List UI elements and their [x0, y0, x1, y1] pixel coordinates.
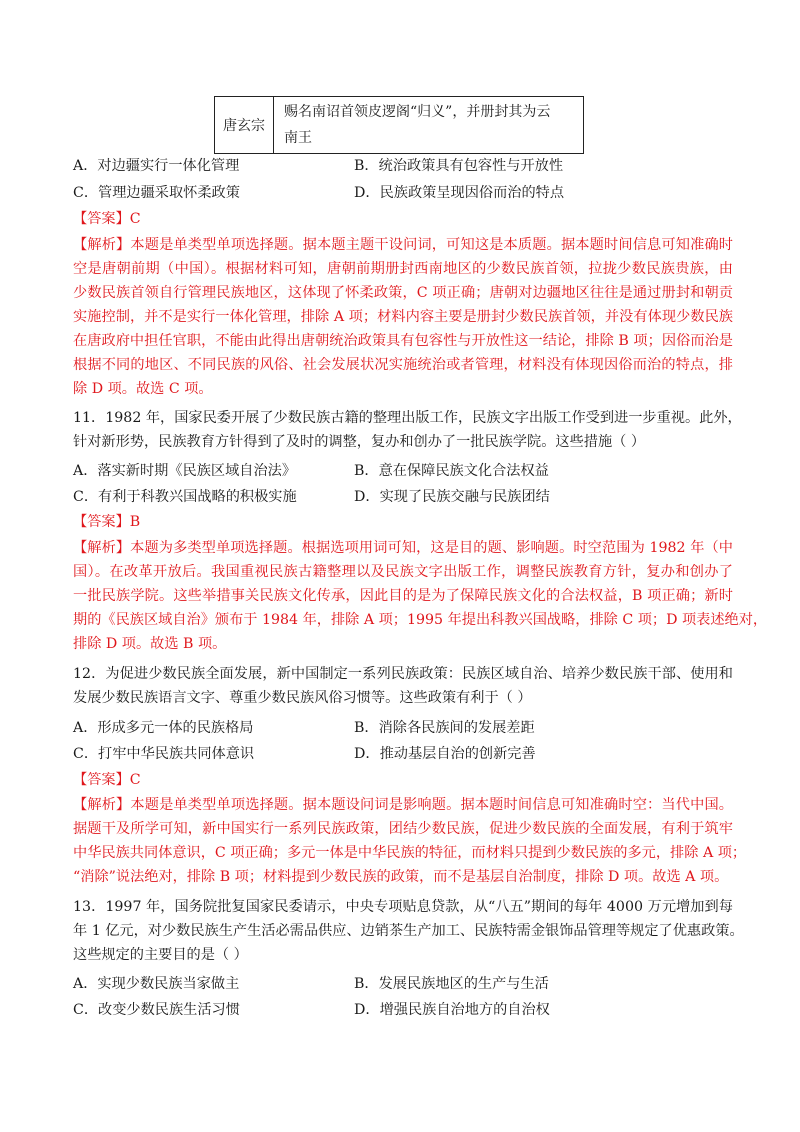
table-event-line: 赐名南诏首领皮逻阁“归义”，并册封其为云 [284, 104, 551, 120]
stem-line: 这些规定的主要目的是（ ） [73, 947, 248, 963]
analysis-line: 实施控制，并不是实行一体化管理，排除 A 项；材料内容主要是册封少数民族首领，并没有体现少数民族 [73, 309, 733, 325]
q10-analysis [73, 233, 733, 401]
q13-option-c: C．改变少数民族生活习惯 [73, 1002, 240, 1018]
analysis-line: 一批民族学院。这些举措事关民族文化传承，因此目的是为了保障民族文化的合法权益，B 项正确；新时 [73, 588, 733, 604]
table-cell-event [274, 97, 584, 154]
q12-stem [73, 662, 733, 710]
analysis-line: 【解析】本题为多类型单项选择题。根据选项用词可知，这是目的题、影响题。时空范围为 1982 年（中 [73, 540, 733, 556]
q11-analysis [73, 536, 768, 656]
analysis-line: 少数民族首领自行管理民族地区，这体现了怀柔政策，C 项正确；唐朝对边疆地区往往是通过册封和朝贡 [73, 285, 733, 301]
q11-option-c: C．有利于科教兴国战略的积极实施 [73, 489, 297, 505]
q13-option-a: A．实现少数民族当家做主 [73, 976, 240, 992]
analysis-line: 【解析】本题是单类型单项选择题。据本题主题干设问词，可知这是本质题。据本题时间信息可知准确时 [73, 237, 733, 253]
stem-line: 针对新形势，民族教育方针得到了及时的调整，复办和创办了一批民族学院。这些措施（ ） [73, 434, 646, 450]
analysis-line: 根据不同的地区、不同民族的风俗、社会发展状况实施统治或者管理，材料没有体现因俗而治的特点，排 [73, 357, 733, 373]
q12-option-d: D．推动基层自治的创新完善 [354, 746, 536, 762]
q12-option-b: B．消除各民族间的发展差距 [354, 720, 535, 736]
q11-option-d: D．实现了民族交融与民族团结 [354, 489, 550, 505]
table-cell-emperor: 唐玄宗 [215, 97, 274, 154]
analysis-line: 【解析】本题是单类型单项选择题。据本题设问词是影响题。据本题时间信息可知准确时空：当代中国。 [73, 797, 733, 813]
q12-option-a: A．形成多元一体的民族格局 [73, 720, 254, 736]
q13-stem [73, 895, 744, 967]
q11-answer: 【答案】B [73, 514, 141, 530]
stem-line: 年 1 亿元，对少数民族生产生活必需品供应、边销茶生产加工、民族特需金银饰品管理等规定了优惠政策。 [73, 923, 744, 939]
material-table [214, 96, 584, 154]
stem-line: 12．为促进少数民族全面发展，新中国制定一系列民族政策：民族区域自治、培养少数民族干部、使用和 [73, 666, 733, 682]
q10-option-d: D．民族政策呈现因俗而治的特点 [354, 185, 565, 201]
stem-line: 13．1997 年，国务院批复国家民委请示，中央专项贴息贷款，从“八五”期间的每年 4000 万元增加到每 [73, 899, 733, 915]
q10-option-c: C．管理边疆采取怀柔政策 [73, 185, 240, 201]
q11-stem [73, 406, 742, 454]
q10-answer: 【答案】C [73, 211, 141, 227]
analysis-line: 期的《民族区域自治》颁布于 1984 年，排除 A 项；1995 年提出科教兴国战略，排除 C 项；D 项表述绝对， [73, 612, 768, 628]
q12-analysis [73, 793, 747, 889]
stem-line: 发展少数民族语言文字、尊重少数民族风俗习惯等。这些政策有利于（ ） [73, 690, 532, 706]
analysis-line: 在唐政府中担任官职，不能由此得出唐朝统治政策具有包容性与开放性这一结论，排除 B 项；因俗而治是 [73, 333, 733, 349]
analysis-line: 中华民族共同体意识，C 项正确；多元一体是中华民族的特征，而材料只提到少数民族的多元，排除 A 项； [73, 845, 747, 861]
analysis-line: 排除 D 项。故选 B 项。 [73, 636, 227, 652]
q13-option-d: D．增强民族自治地方的自治权 [354, 1002, 550, 1018]
q10-option-a: A．对边疆实行一体化管理 [73, 158, 240, 174]
stem-line: 11．1982 年，国家民委开展了少数民族古籍的整理出版工作，民族文字出版工作受到进一步重视。此外， [73, 410, 742, 426]
table-event-line: 南王 [284, 130, 312, 146]
q10-option-b: B．统治政策具有包容性与开放性 [354, 158, 564, 174]
analysis-line: 据题干及所学可知，新中国实行一系列民族政策，团结少数民族，促进少数民族的全面发展，有利于筑牢 [73, 821, 733, 837]
q12-option-c: C．打牢中华民族共同体意识 [73, 746, 255, 762]
analysis-line: 除 D 项。故选 C 项。 [73, 381, 213, 397]
q11-option-b: B．意在保障民族文化合法权益 [354, 463, 549, 479]
q13-option-b: B．发展民族地区的生产与生活 [354, 976, 549, 992]
analysis-line: “消除”说法绝对，排除 B 项；材料提到少数民族的政策，而不是基层自治制度，排除 D 项。故选 A 项。 [73, 869, 729, 885]
analysis-line: 空是唐朝前期（中国）。根据材料可知，唐朝前期册封西南地区的少数民族首领，拉拢少数民族贵族，由 [73, 261, 733, 277]
q12-answer: 【答案】C [73, 772, 141, 788]
analysis-line: 国）。在改革开放后。我国重视民族古籍整理以及民族文字出版工作，调整民族教育方针，复办和创办了 [73, 564, 733, 580]
q11-option-a: A．落实新时期《民族区域自治法》 [73, 463, 297, 479]
